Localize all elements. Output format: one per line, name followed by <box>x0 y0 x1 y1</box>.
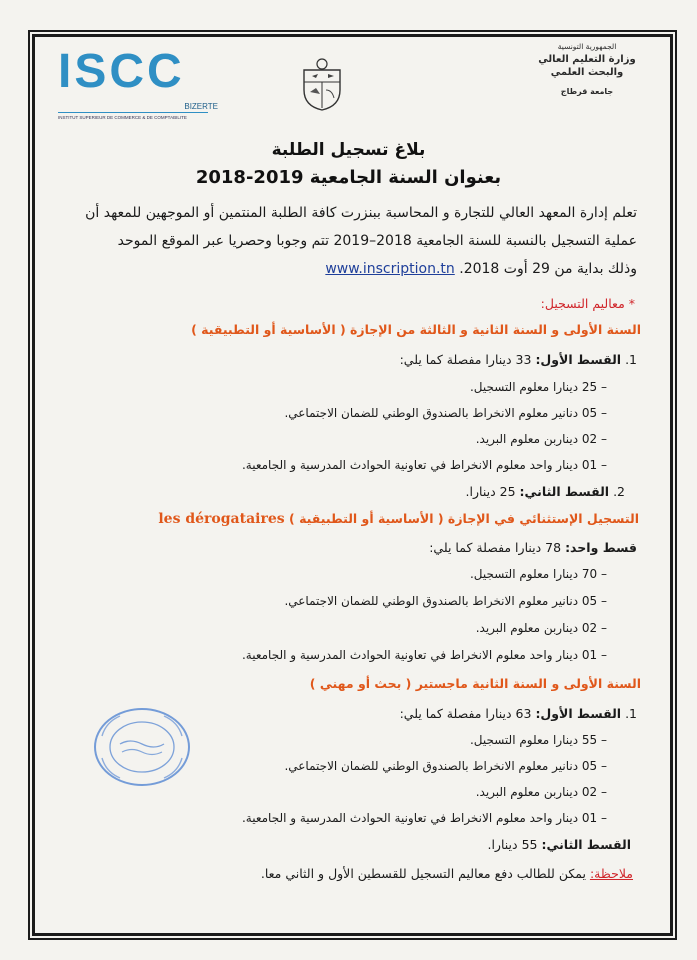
section3-title: السنة الأولى و السنة الثانية ماجستير ( بحث أو مهني ) <box>309 676 641 691</box>
tunisia-emblem-icon <box>300 56 344 112</box>
section2-installment <box>429 540 637 555</box>
installment-label: القسط الأول: <box>535 352 622 367</box>
section3-installment1 <box>400 706 637 721</box>
fee-item: – 70 دينارا معلوم التسجيل. <box>469 567 607 581</box>
section1-installment2 <box>466 484 625 499</box>
intro-line-3-text: وذلك بداية من 29 أوت 2018. <box>459 261 637 277</box>
section2-title <box>158 511 639 527</box>
university-label: جامعة قرطاج <box>560 87 614 96</box>
institute-stamp-icon <box>92 706 192 788</box>
section2-title-ar: التسجيل الإستثنائي في الإجازة ( الأساسية أو التطبيقية ) <box>289 511 639 526</box>
installment-label: القسط الثاني: <box>541 837 631 852</box>
document-subtitle: بعنوان السنة الجامعية 2019-2018 <box>195 167 502 188</box>
fee-item: – 02 ديناربن معلوم البريد. <box>475 621 607 635</box>
installment-num: 2. <box>613 484 625 499</box>
installment-text: 78 دينارا مفصلة كما يلي: <box>429 540 562 555</box>
fee-item: – 01 دينار واحد معلوم الانخراط في تعاونية الحوادث المدرسية و الجامعية. <box>241 458 607 472</box>
note-text: يمكن للطالب دفع معاليم التسجيل للقسطين الأول و الثاني معا. <box>260 866 586 881</box>
fee-item: – 25 دينارا معلوم التسجيل. <box>469 380 607 394</box>
note <box>261 866 633 881</box>
logo-city: BIZERTE <box>184 102 218 111</box>
installment-num: 1. <box>625 706 637 721</box>
iscc-logo <box>58 45 218 128</box>
document-title: بلاغ تسجيل الطلبة <box>271 140 426 160</box>
section3-installment2 <box>487 837 631 852</box>
section1-title: السنة الأولى و السنة الثانية و الثالثة من الإجازة ( الأساسية أو التطبيقية ) <box>191 322 641 337</box>
fees-heading: * معاليم التسجيل: <box>540 296 635 311</box>
note-label: ملاحظة: <box>589 866 633 881</box>
fee-item: – 02 ديناربن معلوم البريد. <box>475 432 607 446</box>
installment-label: القسط الأول: <box>535 706 622 721</box>
fee-item: – 55 دينارا معلوم التسجيل. <box>469 733 607 747</box>
installment-text: 25 دينارا. <box>465 484 516 499</box>
intro-line-3 <box>325 261 637 277</box>
logo-rule <box>58 112 208 113</box>
section2-title-fr: les dérogataires <box>158 511 285 527</box>
fee-item: – 01 دينار واحد معلوم الانخراط في تعاونية الحوادث المدرسية و الجامعية. <box>241 648 607 662</box>
fee-item: – 05 دنانير معلوم الانخراط بالصندوق الوطني للضمان الاجتماعي. <box>284 594 607 608</box>
ministry-label: وزارة التعليم العالي والبحث العلمي <box>538 54 636 78</box>
installment-text: 55 دينارا. <box>487 837 538 852</box>
section1-installment1 <box>400 352 637 367</box>
logo-text: ISCC <box>58 45 185 98</box>
inscription-link[interactable]: www.inscription.tn <box>325 261 455 277</box>
intro-line-1: تعلم إدارة المعهد العالي للتجارة و المحاسبة ببنزرت كافة الطلبة المنتمين أو الموجهين للمعهد أن <box>85 205 637 221</box>
installment-label: القسط الثاني: <box>519 484 610 499</box>
installment-num: 1. <box>625 352 637 367</box>
republic-label: الجمهورية التونسية <box>557 42 617 51</box>
fee-item: – 05 دنانير معلوم الانخراط بالصندوق الوطني للضمان الاجتماعي. <box>284 759 607 773</box>
ministry-header <box>527 42 647 96</box>
fee-item: – 01 دينار واحد معلوم الانخراط في تعاونية الحوادث المدرسية و الجامعية. <box>241 811 607 825</box>
installment-label: قسط واحد: <box>565 540 637 555</box>
logo-subtitle: INSTITUT SUPERIEUR DE COMMERCE & DE COMPTABILITE <box>58 115 187 120</box>
fee-item: – 02 ديناربن معلوم البريد. <box>475 785 607 799</box>
intro-line-2: عملية التسجيل بالنسبة للسنة الجامعية 2018–2019 تتم وجوبا وحصريا عبر الموقع الموحد <box>117 233 637 249</box>
fee-item: – 05 دنانير معلوم الانخراط بالصندوق الوطني للضمان الاجتماعي. <box>284 406 607 420</box>
installment-text: 33 دينارا مفصلة كما يلي: <box>399 352 532 367</box>
installment-text: 63 دينارا مفصلة كما يلي: <box>399 706 532 721</box>
